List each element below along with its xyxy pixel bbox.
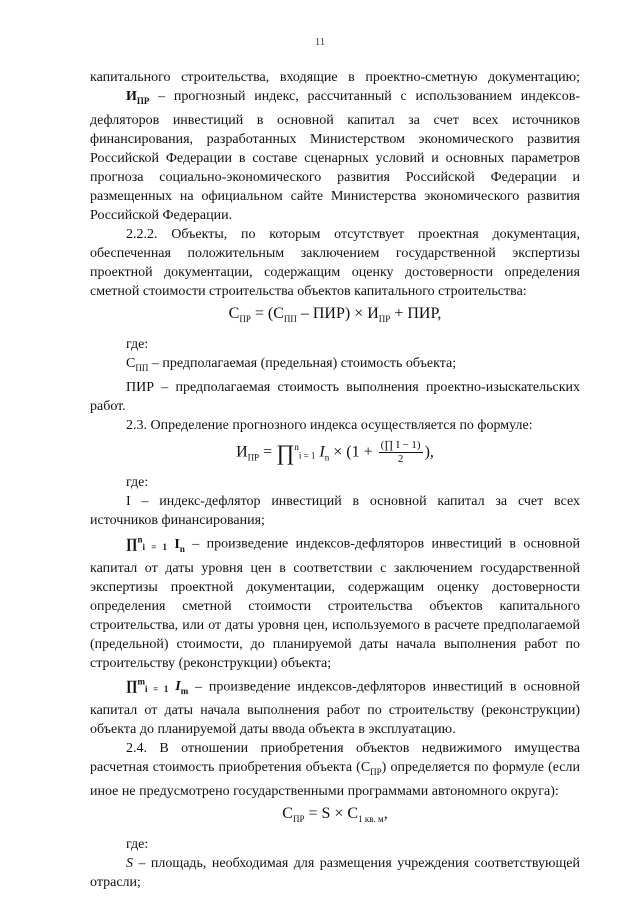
where-label: где: [126,336,149,352]
paragraph-text: 2.3. Определение прогнозного индекса осуществляется по формуле: [126,417,533,433]
formula-subscript: n [324,452,330,463]
formula-subscript: ПП [283,313,297,324]
formula-subscript: ПР [378,313,391,324]
term-subscript: ПР [370,767,382,777]
term-symbol: С [126,355,136,371]
page-number: 11 [314,36,326,48]
product-symbol: ∏ [276,439,295,465]
formula-part: I [174,536,180,552]
paragraph-text: ) определяется по формуле (если иное не предусмотрено государственными программами автономного округа): [90,760,580,799]
definition-text: ПИР – предполагаемая стоимость выполнения проектно-изыскательских работ. [90,379,580,414]
fraction-numerator: (∏ I − 1) [380,438,421,451]
paragraph-text: капитального строительства, входящие в проектно-сметную документацию; [90,70,580,85]
product-upper-limit: n [294,441,299,452]
paragraph-continuation [90,68,580,87]
formula-subscript: ПР [247,452,260,463]
product-upper-limit: n [137,534,143,545]
formula-part: С [282,805,293,822]
product-lower-limit: i = 1 [298,450,316,461]
definition-text: – произведение индексов-дефляторов инвестиций в основной капитал от даты начала выполнения работ по строительству (реконструкции) объекта до планируемой даты ввода объекта в эксплуатацию. [90,679,580,738]
formula-cost-no-docs [90,304,580,329]
product-symbol: ∏ [126,536,138,552]
formula-subscript: ПР [239,313,251,324]
definition-deflator [90,492,580,530]
term-forecast-index [126,89,149,104]
formula-part: I [175,679,181,695]
definition-text: – предполагаемая (предельная) стоимость объекта; [148,355,457,371]
definition-product-n [90,530,580,672]
definition-text: I – индекс-дефлятор инвестиций в основной капитал за счет всех источников финансирования; [90,494,580,529]
formula-part: , [383,805,388,822]
formula-part: = [259,443,277,461]
paragraph-2-4 [90,739,580,801]
paragraph-2-3 [90,416,580,435]
definition-product-m [90,673,580,739]
definition-pir [90,378,580,416]
product-m-notation [126,676,189,697]
paragraph-forecast-index [90,87,580,225]
where-label: где: [126,837,149,853]
product-lower-limit: i = 1 [142,541,167,552]
formula-part: = S × С [304,805,359,822]
formula-subscript: m [180,686,189,697]
formula-part: ), [424,443,434,461]
formula-purchase-cost [90,804,580,829]
formula-fraction [379,439,423,466]
product-upper-limit: m [137,676,146,687]
formula-part: – ПИР) × И [296,304,379,322]
where-label: где: [126,475,149,491]
term-subscript: ПР [136,95,150,106]
definition-spp [90,354,580,378]
formula-part: × (1 + [329,443,377,461]
formula-part: = (С [250,304,284,322]
formula-forecast-index [90,438,580,468]
formula-part: И [236,443,248,461]
document-body [90,68,580,892]
term-symbol: S [126,856,133,872]
paragraph-text: 2.2.2. Объекты, по которым отсутствует проектная документация, обеспеченная положительным заключением государственной экспертизы проектной документации, содержащим оценку достоверности определения сметной стоимости строительства объектов капитального строительства: [90,226,580,299]
paragraph-text: 2.4. В отношении приобретения объектов недвижимого имущества расчетная стоимость приобретения объекта (С [90,741,580,776]
product-symbol: ∏ [126,679,138,695]
term-symbol: И [126,89,137,104]
formula-subscript: ПР [292,814,305,825]
fraction-denominator: 2 [397,452,404,465]
term-subscript: ПП [135,362,149,373]
paragraph-2-2-2 [90,225,580,301]
product-n-notation [126,534,185,554]
definition-text: – произведение индексов-дефляторов инвестиций в основной капитал от даты уровня цен в соответствии с заключением государственной экспертизы проектной документации, содержащим оценку достоверности определения сметной стоимости строительства объектов капитального строительства, или от даты уровня цен, используемого в расчете предполагаемой (предельной) стоимости, до планируемой даты начала выполнения работ по строительству (реконструкции) объекта; [90,536,580,671]
formula-part: + ПИР, [390,304,442,322]
formula-subscript: n [179,543,185,554]
product-lower-limit: i = 1 [145,684,169,695]
definition-text: – площадь, необходимая для размещения учреждения соответствующей отрасли; [90,856,580,891]
paragraph-text: – прогнозный индекс, рассчитанный с использованием индексов-дефляторов инвестиций в основной капитал за счет всех источников финансирования, разработанных Министерством экономического развития Российской Федерации в составе сценарных условий и основных параметров прогноза социально-экономического развития Российской Федерации и размещенных на официальном сайте Министерства экономического развития Российской Федерации. [90,89,580,223]
formula-part: С [228,304,240,322]
definition-area [90,854,580,892]
formula-subscript: 1 кв. м [358,814,384,825]
formula-part: I [319,443,325,461]
